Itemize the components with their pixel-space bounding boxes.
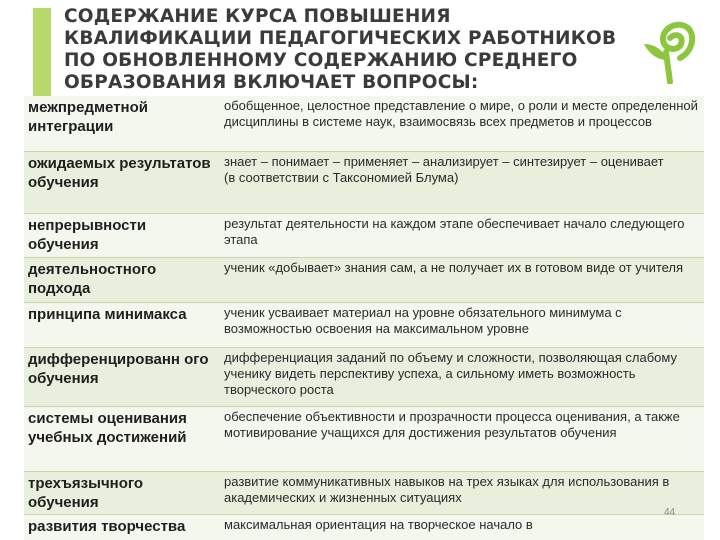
page-number: 44 xyxy=(664,507,676,518)
topic-description: максимальная ориентация на творческое начало в xyxy=(224,517,533,532)
topic-description: обобщенное, целостное представление о мире, о роли и месте определенной дисциплины в системе наук, взаимосвязь всех предметов и процессов xyxy=(224,98,698,129)
topic-term: дифференцированн ого обучения xyxy=(28,351,209,387)
topic-term: развития творчества xyxy=(28,518,186,535)
table-row xyxy=(24,407,704,472)
topic-description: дифференциация заданий по объему и сложности, позволяющая слабому ученику видеть перспективу успеха, а сильному иметь возможность творческого роста xyxy=(224,350,677,397)
topic-term: трехъязычного обучения xyxy=(28,475,144,511)
slide-title: СОДЕРЖАНИЕ КУРСА ПОВЫШЕНИЯ КВАЛИФИКАЦИИ ПЕДАГОГИЧЕСКИХ РАБОТНИКОВ ПО ОБНОВЛЕННОМУ СОДЕРЖАНИЮ СРЕДНЕГО ОБРАЗОВАНИЯ ВКЛЮЧАЕТ ВОПРОСЫ: xyxy=(64,6,617,93)
topic-description: развитие коммуникативных навыков на трех языках для использования в академических и жизненных ситуациях xyxy=(224,474,670,505)
table-row xyxy=(24,348,704,407)
topic-term: ожидаемых результатов обучения xyxy=(28,155,211,191)
table-row xyxy=(24,303,704,348)
topic-term: принципа минимакса xyxy=(28,306,187,323)
table-row xyxy=(24,472,704,515)
topic-term: межпредметной интеграции xyxy=(28,99,148,135)
topics-table xyxy=(24,96,704,540)
table-row xyxy=(24,515,704,540)
topic-term: системы оценивания учебных достижений xyxy=(28,410,187,446)
title-accent-bar xyxy=(33,8,51,104)
topic-description: результат деятельности на каждом этапе обеспечивает начало следующего этапа xyxy=(224,216,685,247)
topic-term: деятельностного подхода xyxy=(28,261,157,297)
table-row xyxy=(24,96,704,152)
spiral-leaf-icon xyxy=(634,6,700,84)
topic-description: ученик усваивает материал на уровне обязательного минимума с возможностью освоения на максимальном уровне xyxy=(224,305,622,336)
topic-description: ученик «добывает» знания сам, а не получает их в готовом виде от учителя xyxy=(224,260,684,275)
table-row xyxy=(24,258,704,303)
table-row xyxy=(24,152,704,214)
topic-description: обеспечение объективности и прозрачности процесса оценивания, а также мотивирование учащихся для достижения результатов обучения xyxy=(224,409,680,440)
topic-term: непрерывности обучения xyxy=(28,217,147,253)
topic-description: знает – понимает – применяет – анализирует – синтезирует – оценивает (в соответствии с Таксономией Блума) xyxy=(224,154,664,185)
table-row xyxy=(24,214,704,258)
